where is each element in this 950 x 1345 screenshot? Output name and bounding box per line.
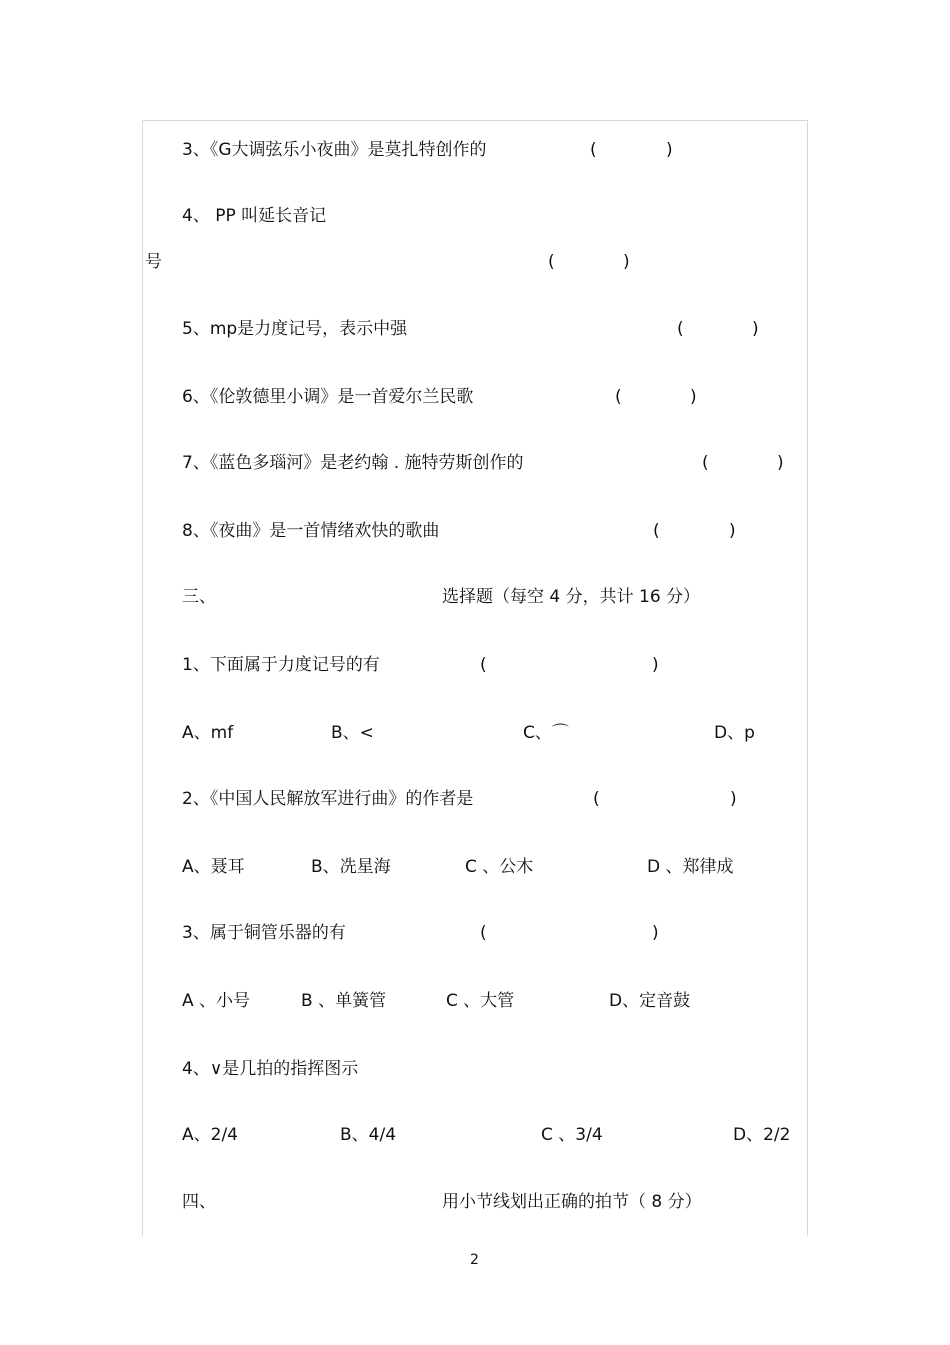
tf-question-4: 4、 PP 叫延长音记 — [182, 206, 327, 226]
mc-q3-paren-open: ( — [480, 923, 487, 943]
mc-q2-option-a: A、聂耳 — [182, 857, 245, 877]
mc-question-2: 2、《中国人民解放军进行曲》的作者是 — [182, 789, 474, 809]
mc-q2-option-d: D 、郑律成 — [647, 857, 734, 877]
mc-q3-option-b: B 、单簧管 — [301, 991, 387, 1011]
tf-q5-paren-open: ( — [677, 319, 684, 339]
mc-question-4: 4、∨是几拍的指挥图示 — [182, 1059, 359, 1079]
tf-question-7: 7、《蓝色多瑙河》是老约翰 . 施特劳斯创作的 — [182, 453, 524, 473]
tf-question-3: 3、《G大调弦乐小夜曲》是莫扎特创作的 — [182, 140, 487, 160]
mc-q2-option-c: C 、公木 — [465, 857, 534, 877]
mc-q4-option-a: A、2/4 — [182, 1125, 238, 1145]
tf-q6-paren-open: ( — [615, 387, 622, 407]
mc-q1-paren-close: ) — [652, 655, 659, 675]
tf-q3-paren-open: ( — [590, 140, 597, 160]
tf-question-6: 6、《伦敦德里小调》是一首爱尔兰民歌 — [182, 387, 474, 407]
section-3-number: 三、 — [182, 587, 216, 607]
tf-q4-paren-close: ) — [623, 252, 630, 272]
mc-q1-option-c: C、⌒ — [523, 723, 569, 743]
tf-q4-paren-open: ( — [548, 252, 555, 272]
tf-q7-paren-close: ) — [777, 453, 784, 473]
section-3-title: 选择题（每空 4 分，共计 16 分） — [442, 587, 701, 607]
mc-q3-option-a: A 、小号 — [182, 991, 251, 1011]
mc-q4-option-d: D、2/2 — [733, 1125, 791, 1145]
mc-q2-paren-open: ( — [593, 789, 600, 809]
mc-question-1: 1、下面属于力度记号的有 — [182, 655, 380, 675]
tf-q3-paren-close: ) — [666, 140, 673, 160]
tf-q6-paren-close: ) — [690, 387, 697, 407]
mc-q3-option-d: D、定音鼓 — [609, 991, 691, 1011]
tf-question-8: 8、《夜曲》是一首情绪欢快的歌曲 — [182, 521, 440, 541]
tf-question-5: 5、mp是力度记号，表示中强 — [182, 319, 408, 339]
mc-q1-option-a: A、mf — [182, 723, 234, 743]
tf-q7-paren-open: ( — [702, 453, 709, 473]
tf-q5-paren-close: ) — [752, 319, 759, 339]
page-number: 2 — [470, 1252, 479, 1268]
mc-q2-paren-close: ) — [730, 789, 737, 809]
mc-q3-option-c: C 、大管 — [446, 991, 515, 1011]
section-4-title: 用小节线划出正确的拍节（ 8 分） — [442, 1192, 702, 1212]
mc-q2-option-b: B、冼星海 — [311, 857, 391, 877]
tf-question-4-continuation: 号 — [145, 252, 162, 272]
mc-q1-option-b: B、< — [331, 723, 374, 743]
mc-q4-option-c: C 、3/4 — [541, 1125, 603, 1145]
tf-q8-paren-close: ) — [729, 521, 736, 541]
tf-q8-paren-open: ( — [653, 521, 660, 541]
mc-question-3: 3、属于铜管乐器的有 — [182, 923, 346, 943]
section-4-number: 四、 — [182, 1192, 216, 1212]
mc-q4-option-b: B、4/4 — [340, 1125, 397, 1145]
mc-q1-option-d: D、p — [714, 723, 755, 743]
mc-q3-paren-close: ) — [652, 923, 659, 943]
mc-q1-paren-open: ( — [480, 655, 487, 675]
